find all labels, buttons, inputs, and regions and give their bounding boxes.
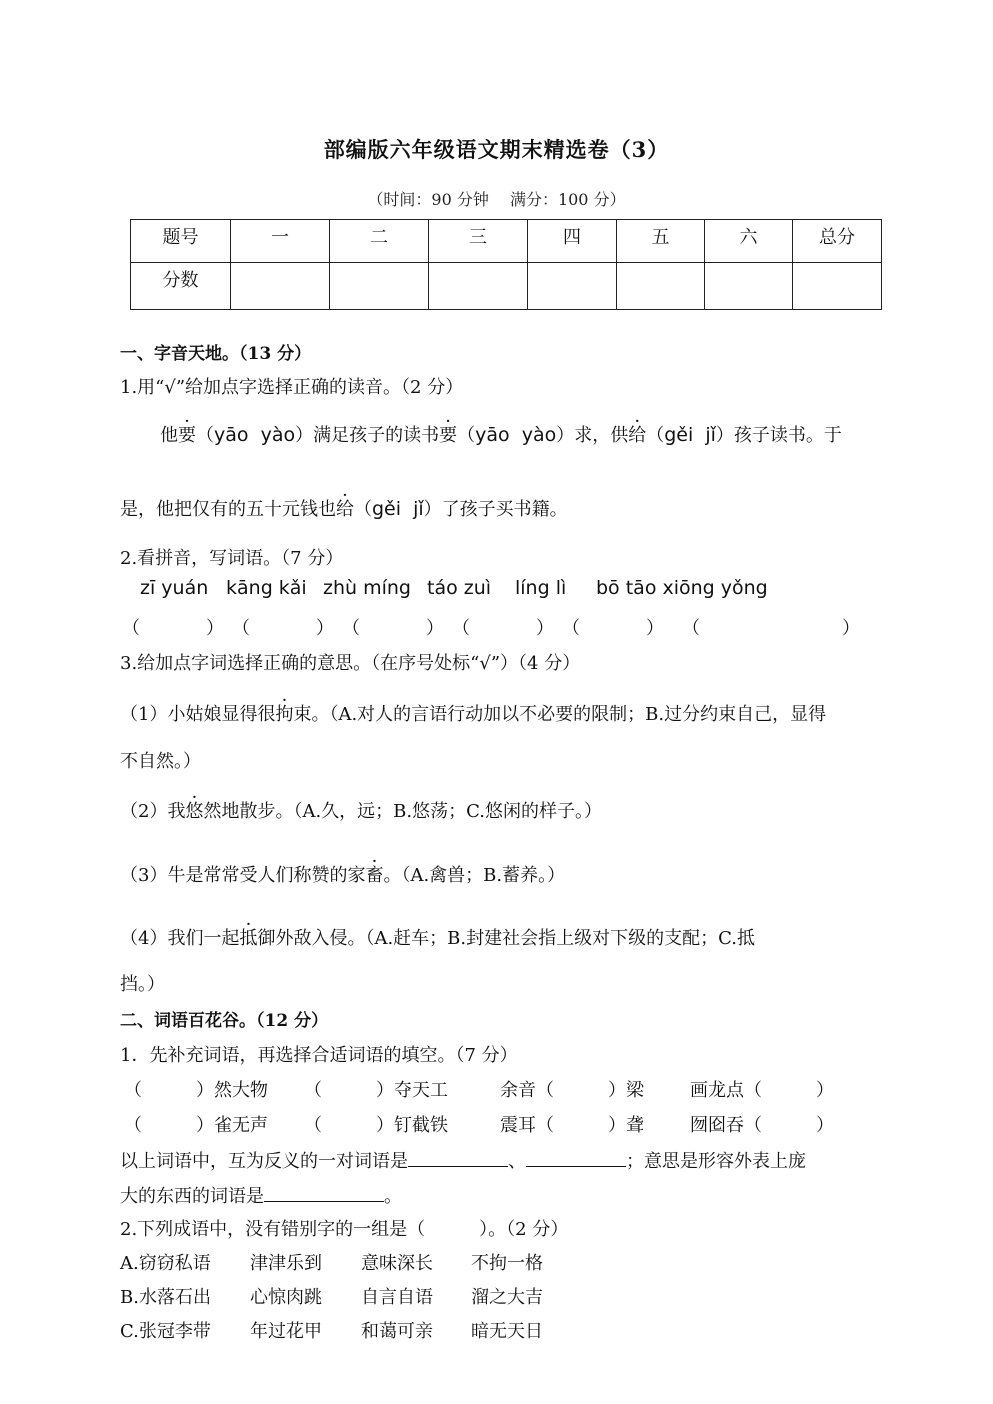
q3-item-3: （3）牛是常常受人们称赞的家畜。（A.禽兽；B.蓄养。） — [120, 865, 566, 886]
option-idiom: 暗无天日 — [471, 1321, 543, 1342]
q1-line-1: 他要（yāo yào）满足孩子的读书要（yāo yào）求，供给（gěi jǐ）孩子读书。于 — [160, 424, 842, 446]
idiom-blank[interactable]: （ ）雀无声 — [124, 1115, 268, 1136]
score-cell[interactable] — [617, 263, 705, 310]
option-a-label[interactable]: A.窃窃私语 — [120, 1253, 211, 1274]
idiom-blank[interactable]: （ ）夺天工 — [304, 1080, 448, 1101]
header-cell: 四 — [528, 220, 617, 263]
dotted-char: 给 — [336, 499, 354, 520]
dotted-char: 要 — [439, 425, 458, 446]
row-label: 分数 — [131, 263, 231, 310]
pinyin-word: bō tāo xiōng yǒng — [596, 577, 768, 599]
q3-item-1-cont: 不自然。） — [120, 751, 201, 772]
option-idiom: 溜之大吉 — [471, 1287, 543, 1308]
s2-q2-prompt: 2.下列成语中，没有错别字的一组是（ ）。（2 分） — [120, 1219, 569, 1240]
answer-bracket[interactable]: ） — [426, 618, 444, 639]
answer-bracket[interactable]: （ — [682, 618, 700, 639]
score-cell[interactable] — [231, 263, 330, 310]
dotted-char: 畜 — [365, 865, 384, 886]
answer-blank[interactable] — [526, 1148, 626, 1167]
dotted-char: 要 — [178, 425, 196, 446]
dotted-char: 悠 — [185, 801, 204, 822]
idiom-blank[interactable]: 囫囵吞（ ） — [690, 1115, 834, 1136]
option-idiom: 意味深长 — [361, 1253, 433, 1274]
option-idiom: 和蔼可亲 — [361, 1321, 433, 1342]
option-idiom: 不拘一格 — [471, 1253, 543, 1274]
idiom-blank[interactable]: （ ）钉截铁 — [304, 1115, 448, 1136]
answer-bracket[interactable]: （ — [452, 618, 470, 639]
header-cell: 三 — [429, 220, 528, 263]
q3-item-1: （1）小姑娘显得很拘束。（A.对人的言语行动加以不必要的限制；B.过分约束自己，显得 — [120, 704, 827, 725]
option-c-label[interactable]: C.张冠李带 — [120, 1321, 211, 1342]
option-idiom: 津津乐到 — [250, 1253, 322, 1274]
s2-q1-fill-line-2: 大的东西的词语是 。 — [120, 1182, 402, 1208]
score-cell[interactable] — [429, 263, 528, 310]
q3-prompt: 3.给加点字词选择正确的意思。（在序号处标“√”）（4 分） — [120, 653, 581, 674]
pinyin-word: zhù míng — [323, 577, 411, 599]
header-cell: 六 — [705, 220, 793, 263]
pinyin-word: líng lì — [515, 577, 567, 599]
exam-info: （时间：90 分钟 满分：100 分） — [367, 190, 626, 209]
q2-prompt: 2.看拼音，写词语。（7 分） — [120, 548, 344, 569]
option-b-label[interactable]: B.水落石出 — [120, 1287, 211, 1308]
answer-bracket[interactable]: ） — [842, 618, 860, 639]
option-idiom: 自言自语 — [361, 1287, 433, 1308]
score-table — [130, 219, 882, 310]
header-cell: 题号 — [131, 220, 231, 263]
answer-bracket[interactable]: （ — [232, 618, 250, 639]
score-cell[interactable] — [793, 263, 882, 310]
idiom-blank[interactable]: （ ）然大物 — [124, 1080, 268, 1101]
pinyin-word: kāng kǎi — [226, 577, 307, 599]
dotted-char: 抵 — [239, 928, 258, 949]
header-cell: 二 — [330, 220, 429, 263]
s2-q1-prompt: 1．先补充词语，再选择合适词语的填空。（7 分） — [120, 1045, 518, 1066]
idiom-blank[interactable]: 画龙点（ ） — [690, 1080, 834, 1101]
score-cell[interactable] — [528, 263, 617, 310]
answer-bracket[interactable]: （ — [122, 618, 140, 639]
score-table-header-row — [131, 220, 882, 263]
q3-item-4: （4）我们一起抵御外敌入侵。（A.赶车；B.封建社会指上级对下级的支配；C.抵 — [120, 928, 755, 949]
pinyin-choice[interactable]: yāo yào — [475, 424, 557, 446]
q3-item-2: （2）我悠然地散步。（A.久，远；B.悠荡；C.悠闲的样子。） — [120, 801, 602, 822]
score-cell[interactable] — [330, 263, 429, 310]
idiom-blank[interactable]: 震耳（ ）聋 — [500, 1115, 644, 1136]
pinyin-word: zī yuán — [140, 577, 209, 599]
score-table-score-row — [131, 263, 882, 310]
answer-bracket[interactable]: （ — [562, 618, 580, 639]
answer-blank[interactable] — [264, 1183, 384, 1202]
section-2-heading: 二、词语百花谷。（12 分） — [120, 1011, 329, 1031]
section-1-heading: 一、字音天地。（13 分） — [120, 344, 312, 364]
option-idiom: 年过花甲 — [250, 1321, 322, 1342]
pinyin-choice[interactable]: gěi jǐ — [372, 498, 424, 520]
pinyin-choice[interactable]: gěi jǐ — [664, 424, 716, 446]
header-cell: 总分 — [793, 220, 882, 263]
idiom-blank[interactable]: 余音（ ）梁 — [500, 1080, 644, 1101]
answer-bracket[interactable]: （ — [342, 618, 360, 639]
pinyin-choice[interactable]: yāo yào — [214, 424, 296, 446]
q3-item-4-cont: 挡。） — [120, 974, 165, 995]
pinyin-word: táo zuì — [427, 577, 492, 599]
answer-bracket[interactable]: ） — [206, 618, 224, 639]
header-cell: 一 — [231, 220, 330, 263]
answer-bracket[interactable]: ） — [536, 618, 554, 639]
page-title: 部编版六年级语文期末精选卷（3） — [323, 137, 670, 162]
dotted-char: 给 — [628, 425, 647, 446]
s2-q1-fill-line-1: 以上词语中，互为反义的一对词语是 、 ；意思是形容外表上庞 — [120, 1147, 806, 1173]
answer-bracket[interactable]: ） — [646, 618, 664, 639]
q1-prompt: 1.用“√”给加点字选择正确的读音。（2 分） — [120, 377, 464, 398]
q1-line-2: 是，他把仅有的五十元钱也给（gěi jǐ）了孩子买书籍。 — [120, 498, 568, 520]
answer-blank[interactable] — [408, 1148, 508, 1167]
answer-bracket[interactable]: ） — [316, 618, 334, 639]
header-cell: 五 — [617, 220, 705, 263]
dotted-char: 拘 — [275, 704, 294, 725]
option-idiom: 心惊肉跳 — [250, 1287, 322, 1308]
score-cell[interactable] — [705, 263, 793, 310]
